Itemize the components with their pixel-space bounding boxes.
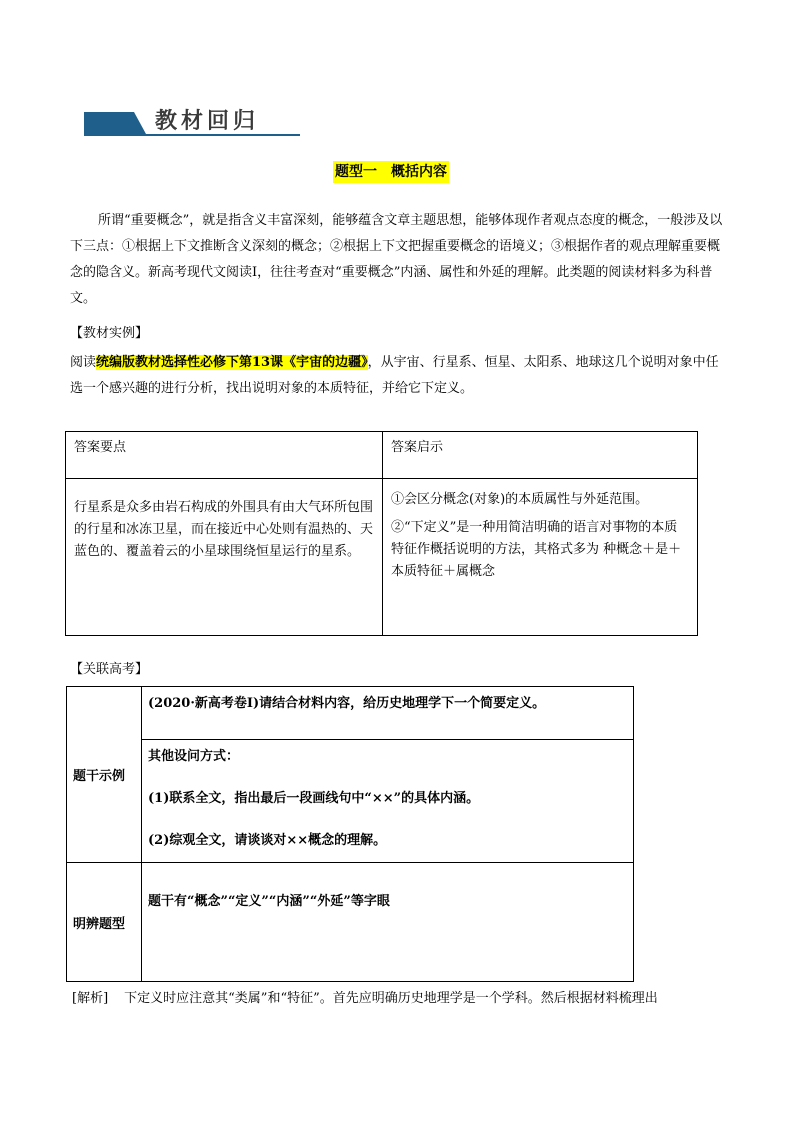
gaokao-heading: 【关联高考】	[70, 662, 149, 677]
answer-col1-text: 行星系是众多由岩石构成的外围具有由大气环所包围的行星和冰冻卫星，而在接近中心处则有温热的、天蓝色的、覆盖着云的小星球围绕恒星运行的星系。	[66, 479, 383, 636]
row-label-type: 明辨题型	[67, 863, 142, 982]
question-other-cell	[142, 740, 634, 863]
task-prefix: 阅读	[70, 355, 97, 370]
answer-col1-header: 答案要点	[66, 432, 383, 479]
question-other-title: 其他设问方式：	[148, 749, 240, 764]
answer-point-2: ②“下定义”是一种用简洁明确的语言对事物的本质特征作概括说明的方法，其格式多为 种概念＋是＋本质特征＋属概念	[391, 520, 682, 579]
question-main: (2020·新高考卷Ⅰ)请结合材料内容，给历史地理学下一个简要定义。	[142, 687, 634, 740]
answer-col2-header: 答案启示	[383, 432, 698, 479]
question-other-1: (1)联系全文，指出最后一段画线句中“××”的具体内涵。	[148, 791, 480, 806]
intro-paragraph: 所谓“重要概念”，就是指含义丰富深刻，能够蕴含文章主题思想，能够体现作者观点态度的概念，一般涉及以下三点：①根据上下文推断含义深刻的概念；②根据上下文把握重要概念的语境义；③根据作者的观点理解重要概念的隐含义。新高考现代文阅读Ⅰ，往往考查对“重要概念”内涵、属性和外延的理解。此类题的阅读材料多为科普文。	[70, 213, 723, 306]
gaokao-table	[66, 686, 634, 982]
answer-table	[65, 431, 698, 636]
answer-col2-cell	[383, 479, 698, 636]
answer-point-1: ①会区分概念(对象)的本质属性与外延范围。	[391, 492, 649, 507]
analysis-text: 下定义时应注意其“类属”和“特征”。首先应明确历史地理学是一个学科。然后根据材料梳理出	[124, 991, 658, 1006]
analysis-paragraph	[72, 986, 732, 1012]
type-hint: 题干有“概念”“定义”“内涵”“外延”等字眼	[142, 863, 634, 982]
question-other-2: (2)综观全文，请谈谈对××概念的理解。	[148, 833, 387, 848]
task-suffix: ，从宇宙、行星系、恒星、太阳系、地球这几个说明对象中任选一个感兴趣的进行分析，找出说明对象的本质特征，并给它下定义。	[70, 355, 719, 396]
section-title: 题型一 概括内容	[333, 161, 449, 183]
row-label-example: 题干示例	[67, 687, 142, 863]
task-paragraph	[70, 350, 726, 402]
example-heading: 【教材实例】	[70, 326, 149, 341]
analysis-tag: [解析]	[72, 991, 109, 1006]
banner-title: 教材回归	[155, 109, 260, 134]
task-highlight: 统编版教材选择性必修下第13课《宇宙的边疆》	[96, 355, 368, 370]
